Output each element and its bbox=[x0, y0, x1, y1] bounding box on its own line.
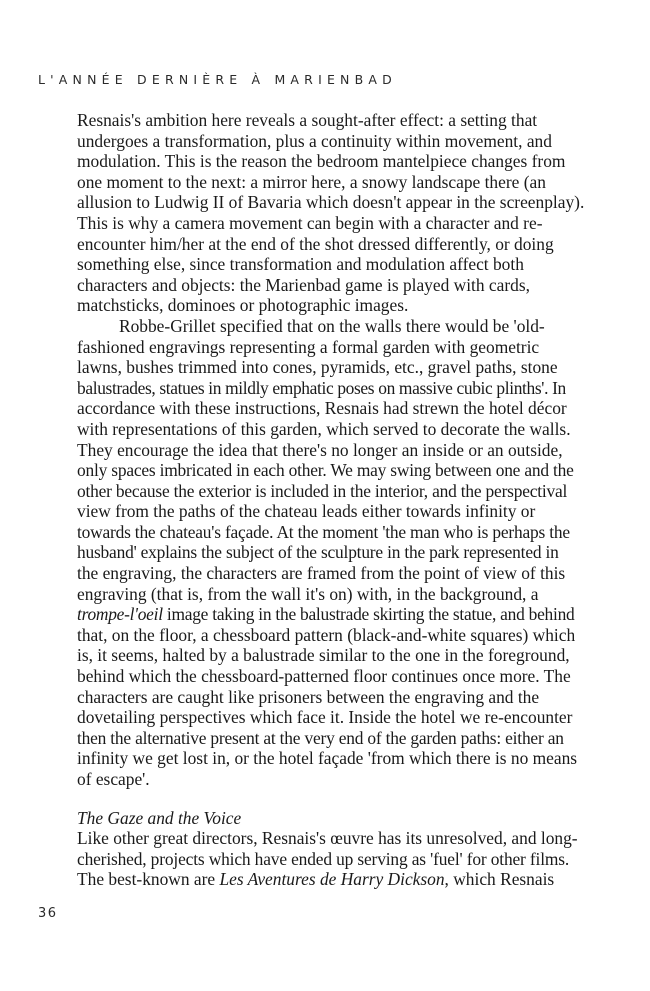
text-line: accordance with these instructions, Resnais had strewn the hotel décor bbox=[77, 398, 567, 419]
text-line: Robbe-Grillet specified that on the walls there would be 'old- bbox=[119, 315, 545, 336]
text-line: Like other great directors, Resnais's œuvre has its unresolved, and long- bbox=[77, 828, 578, 849]
text-line: undergoes a transformation, plus a continuity within movement, and bbox=[77, 130, 552, 151]
text-line bbox=[77, 869, 577, 890]
text-line: other because the exterior is included in the interior, and the perspectival bbox=[77, 480, 568, 501]
text-line: characters and objects: the Marienbad game is played with cards, bbox=[77, 274, 530, 295]
text-line: fashioned engravings representing a formal garden with geometric bbox=[77, 336, 540, 357]
text-line: with representations of this garden, which served to decorate the walls. bbox=[77, 418, 571, 439]
text-line: behind which the chessboard-patterned floor continues once more. The bbox=[77, 666, 571, 687]
text-fragment: The best-known are bbox=[77, 869, 220, 890]
text-line: that, on the floor, a chessboard pattern (black-and-white squares) which bbox=[77, 624, 576, 645]
text-line: encounter him/her at the end of the shot dressed differently, or doing bbox=[77, 233, 554, 254]
text-line: cherished, projects which have ended up serving as 'fuel' for other films. bbox=[77, 848, 570, 869]
text-line: towards the chateau's façade. At the moment 'the man who is perhaps the bbox=[77, 521, 570, 542]
text-line: Resnais's ambition here reveals a sought-after effect: a setting that bbox=[77, 110, 538, 130]
text-fragment: , which Resnais bbox=[444, 869, 555, 890]
text-line: infinity we get lost in, or the hotel façade 'from which there is no means bbox=[77, 748, 578, 769]
text-line: This is why a camera movement can begin with a character and re- bbox=[77, 212, 543, 233]
body-text bbox=[77, 110, 585, 890]
page-number: 36 bbox=[38, 906, 58, 921]
text-fragment: image taking in the balustrade skirting the statue, and behind bbox=[162, 604, 575, 625]
text-line: of escape'. bbox=[77, 769, 150, 789]
text-line: one moment to the next: a mirror here, a snowy landscape there (an bbox=[77, 171, 546, 192]
text-line: dovetailing perspectives which face it. Inside the hotel we re-encounter bbox=[77, 707, 573, 728]
text-line: husband' explains the subject of the sculpture in the park represented in bbox=[77, 542, 559, 563]
text-line: matchsticks, dominoes or photographic images. bbox=[77, 295, 409, 316]
text-line: modulation. This is the reason the bedroom mantelpiece changes from bbox=[77, 151, 566, 172]
text-line: the engraving, the characters are framed from the point of view of this bbox=[77, 563, 566, 584]
italic-title: Les Aventures de Harry Dickson bbox=[219, 869, 445, 890]
text-line: lawns, bushes trimmed into cones, pyramids, etc., gravel paths, stone bbox=[77, 357, 558, 378]
text-line: They encourage the idea that there's no longer an inside or an outside, bbox=[77, 439, 563, 460]
text-line: allusion to Ludwig II of Bavaria which doesn't appear in the screenplay). bbox=[77, 192, 585, 213]
text-line: view from the paths of the chateau leads either towards infinity or bbox=[77, 501, 536, 522]
text-line: then the alternative present at the very end of the garden paths: either an bbox=[77, 727, 564, 748]
text-line: only spaces imbricated in each other. We may swing between one and the bbox=[77, 460, 574, 481]
running-head: L'ANNÉE DERNIÈRE À MARIENBAD bbox=[38, 72, 397, 87]
text-line: engraving (that is, from the wall it's on) with, in the background, a bbox=[77, 583, 539, 604]
text-line: characters are caught like prisoners between the engraving and the bbox=[77, 686, 540, 707]
section-heading: The Gaze and the Voice bbox=[77, 807, 242, 828]
italic-term: trompe-l'oeil bbox=[77, 604, 163, 625]
text-line bbox=[77, 604, 577, 625]
text-line: balustrades, statues in mildly emphatic poses on massive cubic plinths'. In bbox=[77, 377, 566, 398]
text-line: is, it seems, halted by a balustrade similar to the one in the foreground, bbox=[77, 645, 570, 666]
text-line: something else, since transformation and modulation affect both bbox=[77, 254, 524, 275]
